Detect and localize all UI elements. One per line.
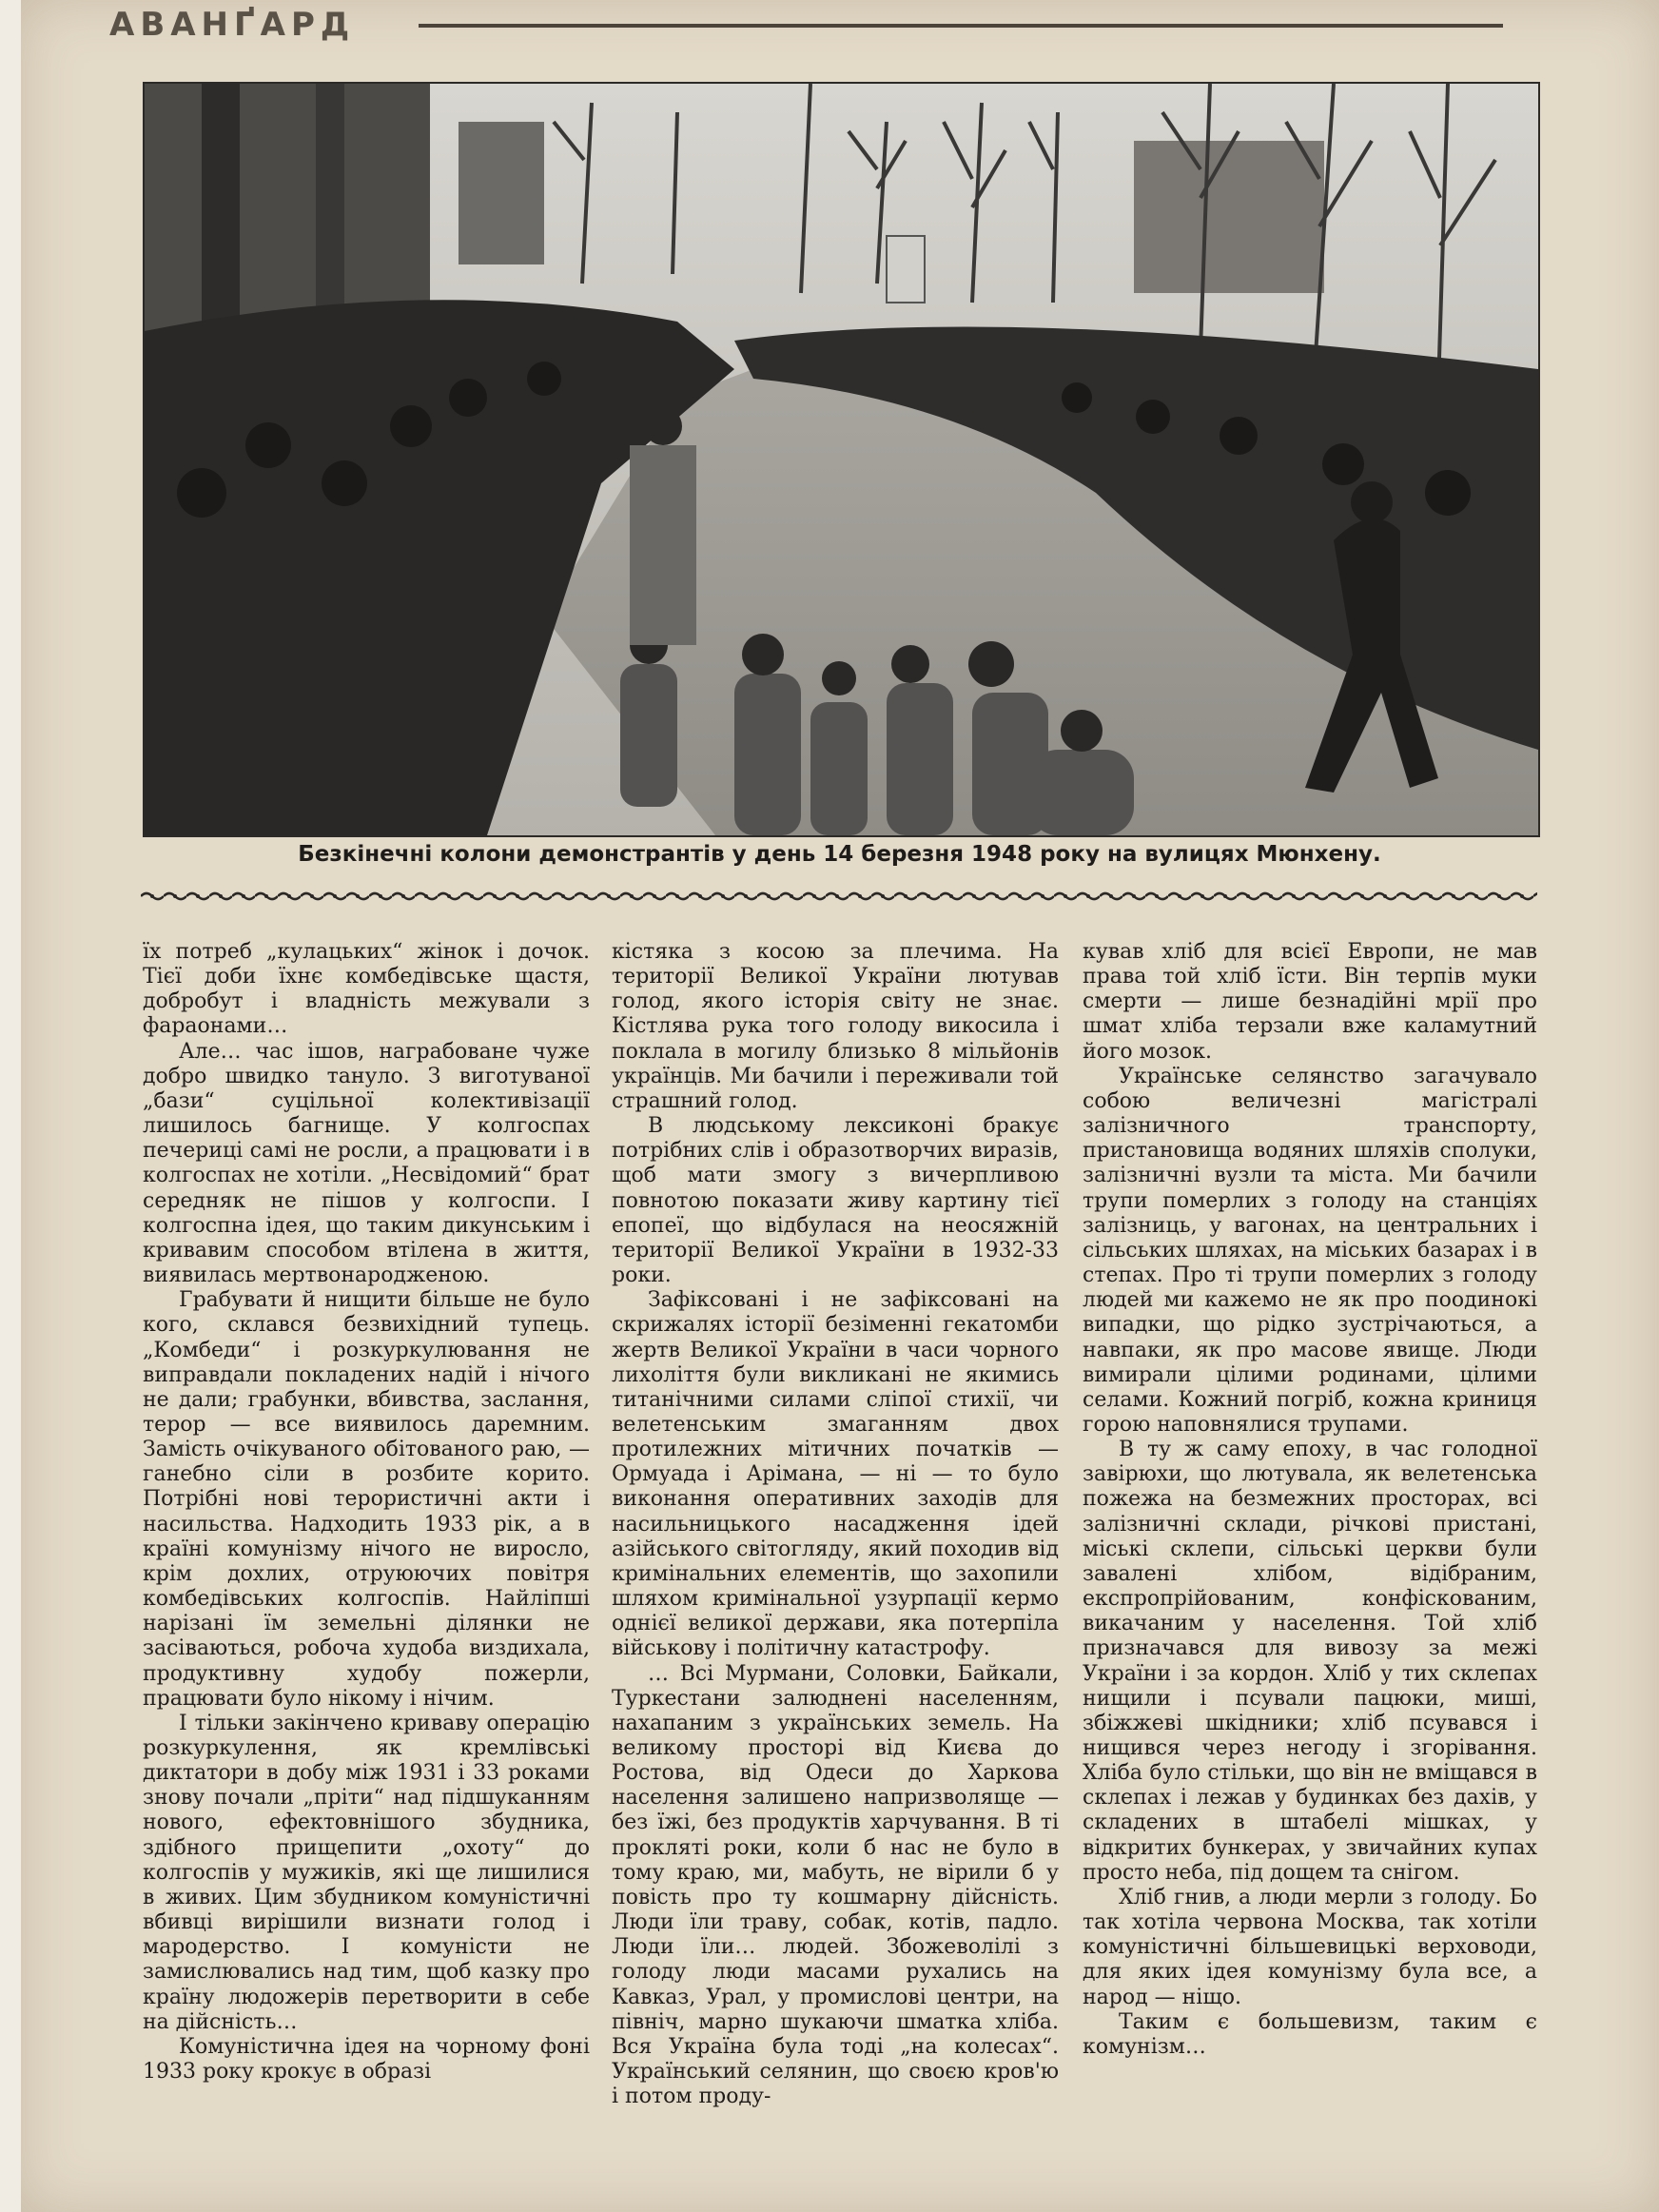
- paragraph: Грабувати й нищити більше не було кого, склався безвихідний тупець. „Комбеди“ і розкуркулювання не виправдали покладених надій і нічого не дали; грабунки, вбивства, заслання, терор — все виявилось даремним. Замість очікуваного обітованого раю, — ганебно сіли в розбите корито. Потрібні нові терористичні акти і насильства. Надходить 1933 рік, а в країні комунізму нічого не виросло, крім дохлих, отруюючих повітря комбедівських колгоспів. Найліпші нарізані їм земельні ділянки не засіваються, робоча худоба виздихала, продуктивну худобу пожерли, працювати було нікому і нічим.: [143, 1288, 590, 1711]
- demonstration-photo: [143, 82, 1540, 837]
- paragraph: кував хліб для всієї Европи, не мав права той хліб їсти. Він терпів муки смерти — лише безнадійні мрії про шмат хліба терзали вже каламутний його мозок.: [1083, 940, 1537, 1064]
- page-edge: [0, 0, 21, 2212]
- photo-illustration: [145, 84, 1538, 835]
- paragraph: В ту ж саму епоху, в час голодної завірюхи, що лютувала, як велетенська пожежа на безмежних просторах, всі залізничні склади, річкові пристані, міські склепи, сільські церкви були завалені хлібом, відібраним, експропрійованим, конфіскованим, викачаним у населення. Той хліб призначався для вивозу за межі України і за кордон. Хліб у тих склепах нищили і псували пацюки, миші, збіжжеві шкідники; хліб псувався і нищився через негоду і згорівання. Хліба було стільки, що він не вміщався в склепах і лежав у будинках без дахів, у складених в штабелі мішках, у відкритих бункерах, у звичайних купах просто неба, під дощем та снігом.: [1083, 1438, 1537, 1885]
- paragraph: кістяка з косою за плечима. На території Великої України лютував голод, якого історія світу не знає. Кістлява рука того голоду викосила і поклала в могилу близько 8 мільйонів українців. Ми бачили і переживали той страшний голод.: [612, 940, 1059, 1113]
- masthead: АВАНҐАРД: [109, 6, 356, 44]
- photo-caption: Безкінечні колони демонстрантів у день 14 березня 1948 року на вулицях Мюнхену.: [298, 842, 1381, 867]
- paragraph: Зафіксовані і не зафіксовані на скрижалях історії безіменні гекатомби жертв Великої України в часи чорного лихоліття були викликані не якимись титанічними силами сліпої стихії, чи велетенським змаганням двох протилежних мітичних початків — Ормуада і Арімана, — ні — то було виконання оперативних заходів для насильницького насадження ідей азійського світогляду, який походив від кримінальних елементів, що захопили шляхом кримінальної узурпації кермо однієї великої держави, яка потерпіла військову і політичну катастрофу.: [612, 1288, 1059, 1661]
- paragraph: Але… час ішов, награбоване чуже добро швидко тануло. З виготуваної „бази“ суцільної колективізації лишилось багнище. У колгоспах печериці самі не росли, а працювати і в колгоспах не хотіли. „Несвідомий“ брат середняк не пішов у колгоспи. І колгоспна ідея, що таким дикунським і кривавим способом втілена в життя, виявилась мертвонародженою.: [143, 1039, 590, 1288]
- paragraph: В людському лексиконі бракує потрібних слів і образотворчих виразів, щоб мати змогу з вичерпливою повнотою показати живу картину тієї епопеї, що відбулася на неосяжній території Великої України в 1932-33 роки.: [612, 1114, 1059, 1288]
- article-column-2: [612, 940, 1059, 2109]
- paragraph: їх потреб „кулацьких“ жінок і дочок. Тієї доби їхнє комбедівське щастя, добробут і владність межували з фараонами…: [143, 940, 590, 1039]
- paragraph: Комуністична ідея на чорному фоні 1933 року крокує в образі: [143, 2034, 590, 2085]
- paragraph: Таким є большевизм, таким є комунізм…: [1083, 2009, 1537, 2059]
- masthead-rule: [419, 24, 1503, 28]
- article-column-1: [143, 940, 590, 2085]
- paragraph: Українське селянство загачувало собою величезні магістралі залізничного транспорту, пристановища водяних шляхів сполуки, залізничні вузли та міста. Ми бачили трупи померлих з голоду на станціях залізниць, у вагонах, на центральних і сільських шляхах, на міських базарах і в степах. Про ті трупи померлих з голоду людей ми кажемо не як про поодинокі випадки, що рідко зустрічаються, а навпаки, як про масове явище. Люди вимирали цілими родинами, цілими селами. Кожний погріб, кожна криниця горою наповнялися трупами.: [1083, 1064, 1537, 1437]
- paragraph: … Всі Мурмани, Соловки, Байкали, Туркестани залюднені населенням, нахапаним з українських земель. На великому просторі від Києва до Ростова, від Одеси до Харкова населення залишено напризволяще — без їжі, без продуктів харчування. В ті прокляті роки, коли б нас не було в тому краю, ми, мабуть, не вірили б у повість про ту кошмарну дійсність. Люди їли траву, собак, котів, падло. Люди їли… людей. Збожеволілі з голоду люди масами рухались на Кавказ, Урал, у промислові центри, на північ, марно шукаючи шматка хліба. Вся Україна була тоді „на колесах“. Український селянин, що своєю кров'ю і потом проду-: [612, 1661, 1059, 2109]
- paragraph: Хліб гнив, а люди мерли з голоду. Бо так хотіла червона Москва, так хотіли комуністичні більшевицькі верховоди, для яких ідея комунізму була все, а народ — ніщо.: [1083, 1885, 1537, 2009]
- paragraph: І тільки закінчено криваву операцію розкуркулення, як кремлівські диктатори в добу між 1931 і 33 роками знову почали „пріти“ над підшуканням нового, ефектовнішого збудника, здібного прищепити „охоту“ до колгоспів у мужиків, які ще лишилися в живих. Цим збудником комуністичні вбивці вирішили визнати голод і мародерство. І комуністи не замислювались над тим, щоб казку про країну людожерів перетворити в себе на дійсність…: [143, 1711, 590, 2034]
- ornamental-divider: [141, 890, 1537, 903]
- article-column-3: [1083, 940, 1537, 2060]
